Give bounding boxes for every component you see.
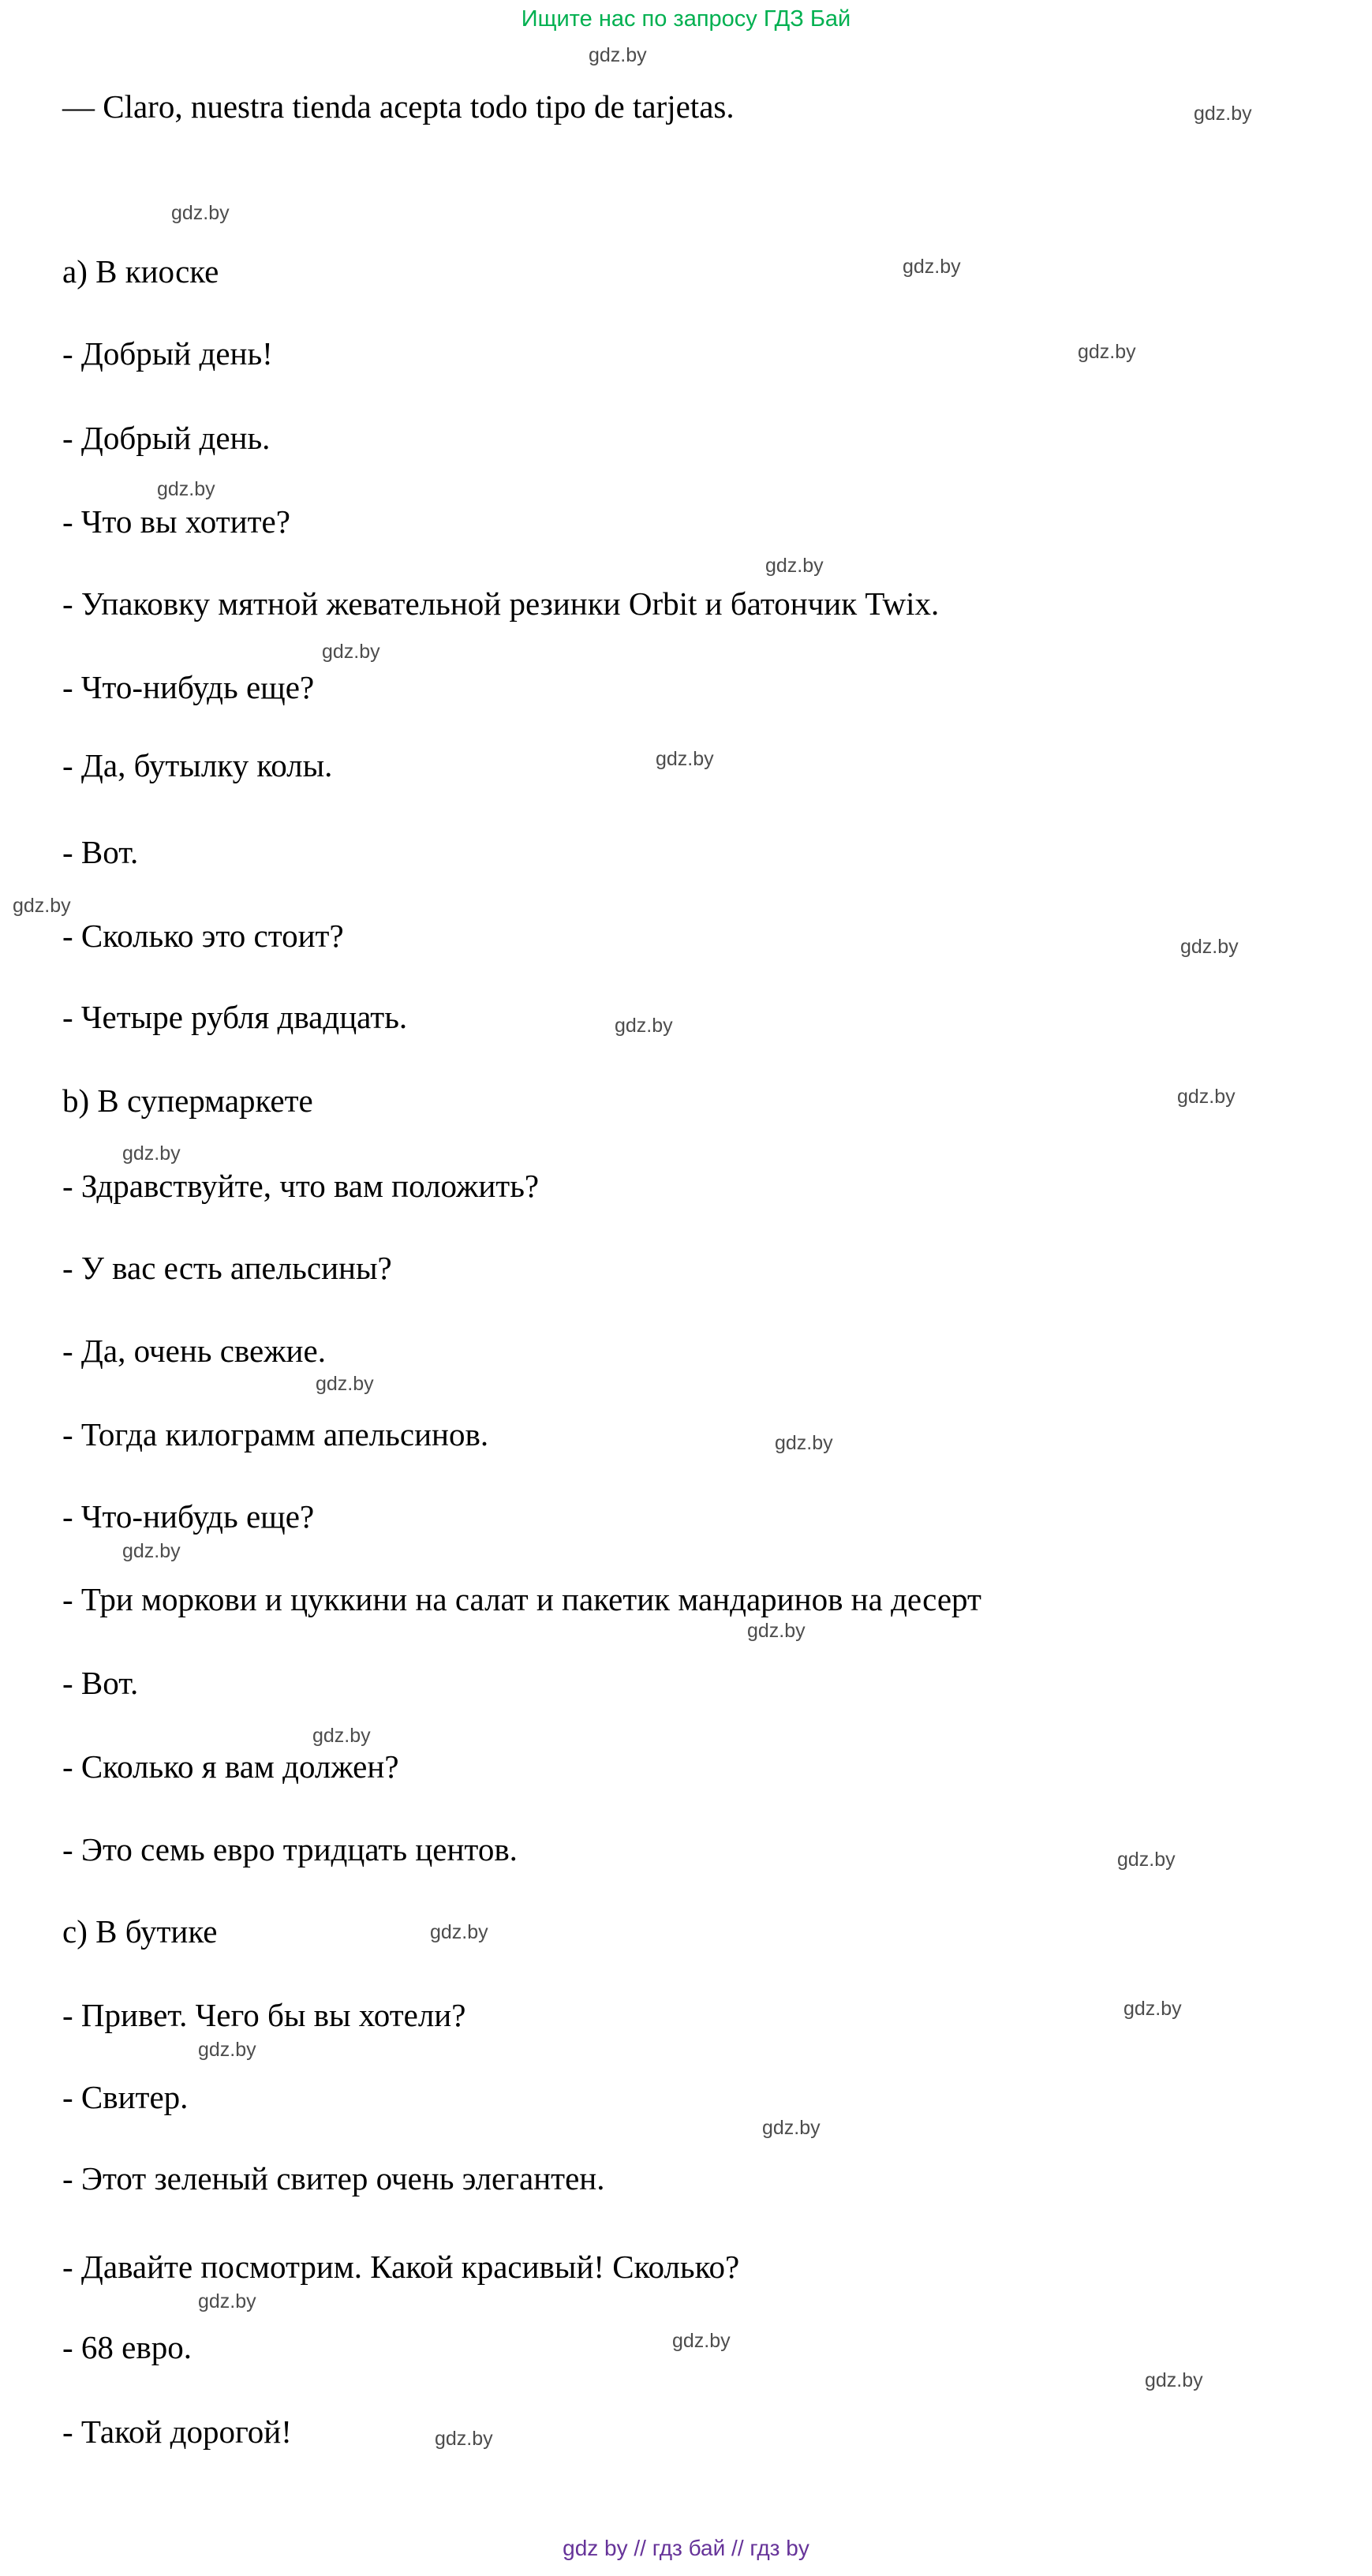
dialog-line: - Привет. Чего бы вы хотели?	[62, 1997, 466, 2033]
dialog-line: - У вас есть апельсины?	[62, 1250, 392, 1286]
dialog-line: - Упаковку мятной жевательной резинки Orbit и батончик Twix.	[62, 585, 940, 622]
dialog-line: - Четыре рубля двадцать.	[62, 999, 408, 1035]
gdz-watermark: gdz.by	[747, 1620, 806, 1642]
dialog-line: - Давайте посмотрим. Какой красивый! Сколько?	[62, 2249, 740, 2285]
dialog-line: - Да, бутылку колы.	[62, 747, 333, 783]
gdz-watermark: gdz.by	[157, 478, 215, 500]
promo-banner: Ищите нас по запросу ГДЗ Бай	[521, 6, 851, 32]
gdz-watermark: gdz.by	[316, 1373, 374, 1395]
dialog-line: - Вот.	[62, 834, 139, 870]
dialog-line: - Три моркови и цуккини на салат и пакетик мандаринов на десерт	[62, 1581, 981, 1617]
dialog-line: - Добрый день!	[62, 335, 273, 372]
dialog-line: - Этот зеленый свитер очень элегантен.	[62, 2160, 605, 2197]
dialog-line: - Здравствуйте, что вам положить?	[62, 1168, 540, 1204]
dialog-line: - Свитер.	[62, 2079, 189, 2115]
gdz-watermark: gdz.by	[775, 1432, 833, 1454]
dialog-line: - Сколько это стоит?	[62, 918, 344, 954]
gdz-watermark: gdz.by	[312, 1725, 371, 1747]
gdz-watermark: gdz.by	[903, 256, 961, 278]
dialog-line: - Такой дорогой!	[62, 2413, 292, 2450]
section-title-c: с) В бутике	[62, 1913, 218, 1950]
gdz-watermark: gdz.by	[762, 2117, 821, 2139]
gdz-watermark: gdz.by	[13, 895, 71, 917]
footer-links: gdz by // гдз бай // гдз by	[563, 2536, 809, 2560]
gdz-watermark: gdz.by	[435, 2428, 493, 2450]
dialog-line: - Что вы хотите?	[62, 503, 290, 540]
dialog-line: - Вот.	[62, 1665, 139, 1701]
gdz-watermark: gdz.by	[656, 748, 714, 770]
section-title-b: b) В супермаркете	[62, 1082, 313, 1119]
gdz-watermark: gdz.by	[430, 1921, 488, 1943]
dialog-line: - Что-нибудь еще?	[62, 1498, 315, 1535]
gdz-watermark: gdz.by	[1194, 103, 1252, 125]
gdz-watermark: gdz.by	[672, 2330, 731, 2352]
gdz-watermark: gdz.by	[1145, 2369, 1203, 2391]
dialog-line: - Что-нибудь еще?	[62, 669, 315, 705]
gdz-watermark: gdz.by	[765, 555, 824, 577]
gdz-watermark: gdz.by	[122, 1142, 181, 1165]
gdz-watermark: gdz.by	[122, 1540, 181, 1562]
dialog-line: - Тогда килограмм апельсинов.	[62, 1416, 489, 1453]
intro-line: — Claro, nuestra tienda acepta todo tipo de tarjetas.	[62, 88, 735, 125]
gdz-watermark: gdz.by	[198, 2039, 256, 2061]
dialog-line: - Да, очень свежие.	[62, 1333, 326, 1369]
dialog-line: - Это семь евро тридцать центов.	[62, 1831, 518, 1868]
gdz-watermark: gdz.by	[615, 1015, 673, 1037]
gdz-watermark: gdz.by	[1123, 1998, 1182, 2020]
gdz-watermark: gdz.by	[171, 202, 230, 224]
gdz-watermark: gdz.by	[1180, 936, 1239, 958]
dialog-line: - 68 евро.	[62, 2329, 192, 2365]
dialog-line: - Сколько я вам должен?	[62, 1748, 399, 1785]
gdz-watermark: gdz.by	[1177, 1086, 1236, 1108]
gdz-watermark: gdz.by	[589, 44, 647, 66]
gdz-watermark: gdz.by	[1117, 1849, 1176, 1871]
dialog-line: - Добрый день.	[62, 420, 271, 456]
gdz-watermark: gdz.by	[1078, 341, 1136, 363]
section-title-a: а) В киоске	[62, 253, 219, 290]
gdz-watermark: gdz.by	[198, 2290, 256, 2312]
gdz-watermark: gdz.by	[322, 641, 380, 663]
